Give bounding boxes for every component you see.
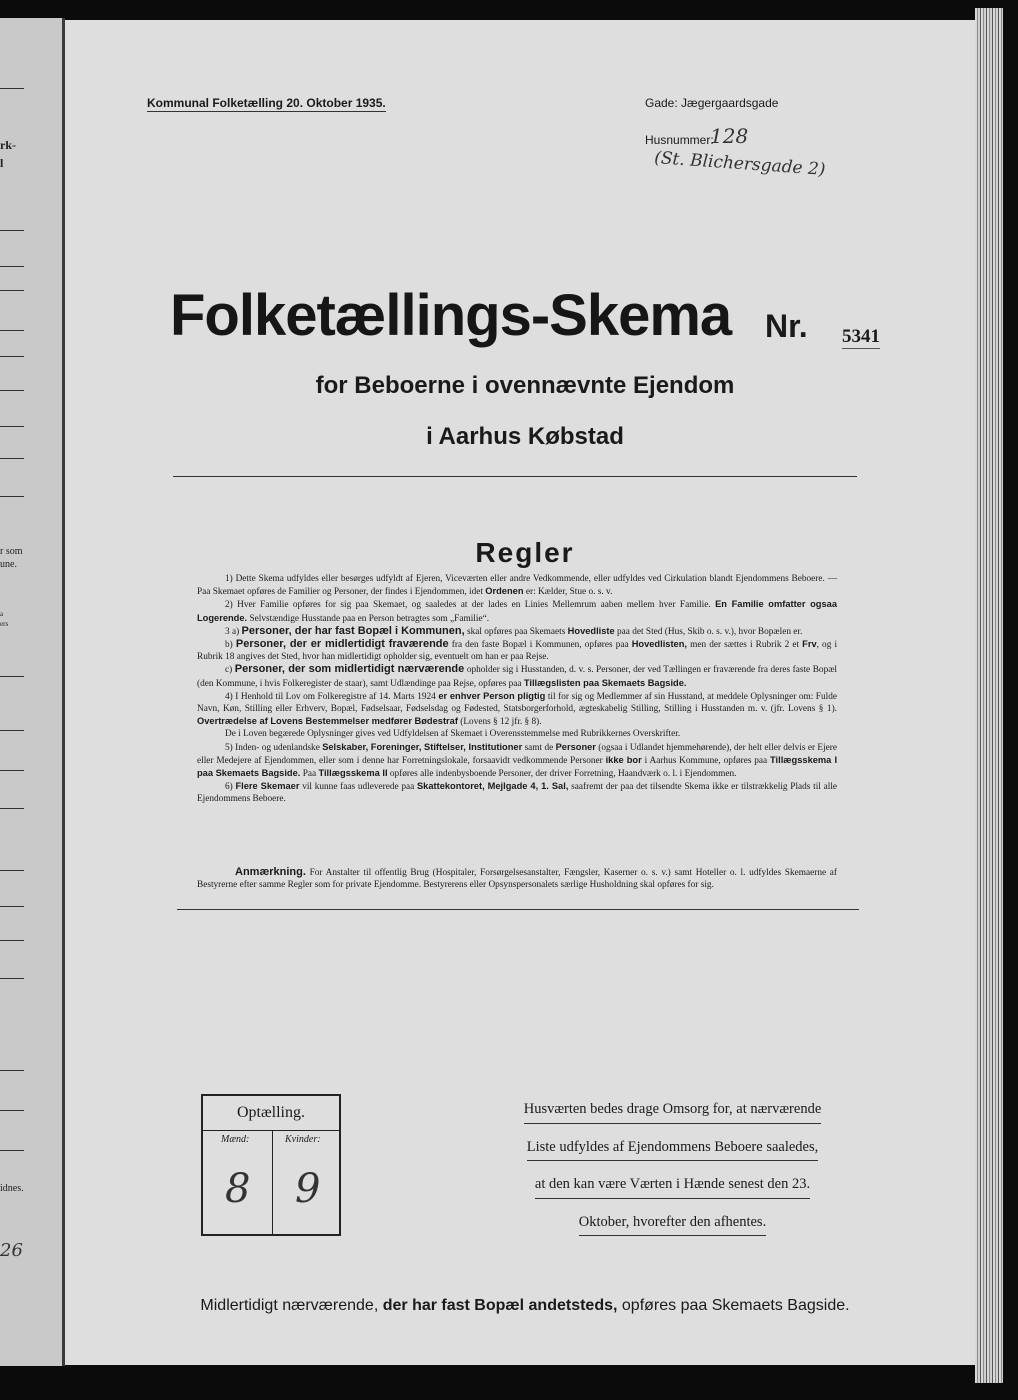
rule-paragraph: 1) Dette Skema udfyldes eller besørges udfyldt af Ejeren, Viceværten eller andre Vedkommende, eller udfyldes ved Cirkulation blandt Ejendommens Beboere. — Paa Skemaet opføres de Familier og Personer, der findes i Ejendommen, idet Ordenen er: Kælder, Stue o. s. v.	[197, 574, 837, 598]
left-page-fragment: r som	[0, 546, 23, 557]
left-page-fragment: ers	[0, 620, 9, 628]
divider	[177, 909, 859, 910]
footer-instruction: Midlertidigt nærværende, der har fast Bopæl andetsteds, opføres paa Skemaets Bagside.	[200, 1297, 850, 1314]
house-number-value: 128	[710, 124, 749, 148]
divider	[0, 770, 24, 771]
left-page-fragment: a	[0, 610, 4, 618]
divider	[0, 730, 24, 731]
census-form-page	[65, 20, 975, 1365]
left-page-fragment: une.	[0, 559, 17, 570]
form-number-label: Nr.	[765, 308, 808, 344]
rule-paragraph: b) Personer, der er midlertidigt fraværende fra den faste Bopæl i Kommunen, opføres paa Hovedlisten, men der sættes i Rubrik 2 et Frv, og i Rubrik 18 angives det Sted, hvor han midlertidigt opholder sig, eventuelt om han er paa Rejse.	[197, 638, 838, 663]
count-box	[201, 1094, 341, 1236]
form-title: Folketællings-Skema	[170, 283, 732, 348]
left-facing-page	[0, 18, 62, 1366]
count-divider	[272, 1130, 273, 1236]
rules-text	[197, 573, 837, 806]
annotation-text: For Anstalter til offentlig Brug (Hospitaler, Forsørgelsesanstalter, Fængsler, Kaserner o. s. v.) samt Hoteller o. l. udfyldes Skemaerne af Bestyrerne efter samme Regler som for private Ejendomme. Bestyrerens eller Opsynspersonalets særlige Husholdning skal opføres for sig.	[197, 868, 837, 891]
left-page-fragment: l	[0, 156, 4, 170]
form-number-value: 5341	[842, 326, 880, 347]
rules-heading: Regler	[475, 537, 575, 568]
men-label: Mænd:	[221, 1134, 250, 1145]
divider	[0, 1150, 24, 1151]
street-label: Gade:	[645, 96, 678, 110]
form-subtitle: i Aarhus Købstad	[426, 423, 624, 450]
street-value: Jægergaardsgade	[681, 96, 779, 110]
rule-paragraph: De i Loven begærede Oplysninger gives ved Udfyldelsen af Skemaet i Overensstemmelse med Rubrikkernes Overskrifter.	[225, 729, 681, 740]
divider	[0, 676, 24, 677]
count-heading: Optælling.	[203, 1096, 339, 1131]
women-label: Kvinder:	[285, 1134, 321, 1145]
rule-paragraph: 5) Inden- og udenlandske Selskaber, Foreninger, Stiftelser, Institutioner samt de Personer (ogsaa i Udlandet hjemmehørende), der helt eller delvis er Ejere eller Medejere af Ejendommen, eller som i denne har Forretningslokale, forsaavidt vedkommende Personer ikke bor i Aarhus Kommune, opføres paa Tillægsskema I paa Skemaets Bagside. Paa Tillægsskema II opføres alle indenbysboende Personer, der driver Forretning, Haandværk o. l. i Ejendommen.	[197, 741, 838, 780]
rule-paragraph: c) Personer, der som midlertidigt nærværende opholder sig i Husstanden, d. v. s. Personer, der ved Tællingen er fraværende fra deres faste Bopæl (den Kommune, i hvis Folkeregister de staar), samt Udlændinge paa Rejse, opføres paa Tillægslisten paa Skemaets Bagside.	[197, 663, 838, 689]
notice-line: Liste udfyldes af Ejendommens Beboere saaledes,	[527, 1136, 819, 1162]
rule-paragraph: 3 a) Personer, der har fast Bopæl i Kommunen, skal opføres paa Skemaets Hovedliste paa det Sted (Hus, Skib o. s. v.), hvor Bopælen er.	[225, 624, 803, 637]
divider	[0, 88, 24, 89]
census-header: Kommunal Folketælling 20. Oktober 1935.	[147, 96, 386, 110]
divider	[0, 1070, 24, 1071]
notice-line: Husværten bedes drage Omsorg for, at nærværende	[524, 1098, 822, 1124]
divider	[0, 230, 24, 231]
rule-paragraph: 6) Flere Skemaer vil kunne faas udleverede paa Skattekontoret, Mejlgade 4, 1. Sal, saafremt der paa det tilsendte Skema ikke er tilstrækkelig Plads til alle Ejendommens Beboere.	[197, 781, 838, 805]
divider	[0, 290, 24, 291]
men-count: 8	[225, 1166, 251, 1212]
notice-line: Oktober, hvorefter den afhentes.	[579, 1211, 766, 1237]
left-page-fragment: idnes.	[0, 1183, 24, 1194]
rule-paragraph: 2) Hver Familie opføres for sig paa Skemaet, og saaledes at der lades en Linies Mellemrum aaben mellem hver Familie. En Familie omfatter ogsaa Logerende. Selvstændige Husstande paa en Person betragtes som „Familie“.	[197, 599, 837, 624]
house-number-label: Husnummer:	[645, 133, 714, 147]
left-page-fragment: rk-	[0, 138, 16, 152]
divider	[0, 330, 24, 331]
annotation-label: Anmærkning.	[235, 866, 306, 878]
divider	[0, 496, 24, 497]
divider	[0, 940, 24, 941]
book-page-edges	[975, 8, 1003, 1383]
annotation-note	[197, 866, 837, 891]
landlord-notice	[505, 1098, 840, 1248]
divider	[0, 266, 24, 267]
house-number-note: (St. Blichersgade 2)	[653, 148, 827, 180]
form-subtitle: for Beboerne i ovennævnte Ejendom	[315, 372, 735, 399]
divider	[0, 1110, 24, 1111]
divider	[0, 426, 24, 427]
divider	[0, 978, 24, 979]
notice-line: at den kan være Værten i Hænde senest den 23.	[535, 1173, 810, 1199]
street-field	[645, 96, 778, 110]
divider	[173, 476, 857, 477]
divider	[0, 390, 24, 391]
divider	[0, 870, 24, 871]
divider	[0, 906, 24, 907]
left-page-handwriting: 26	[0, 1240, 23, 1261]
divider	[0, 356, 24, 357]
women-count: 9	[295, 1166, 321, 1212]
rule-paragraph: 4) I Henhold til Lov om Folkeregistre af 14. Marts 1924 er enhver Person pligtig til for sig og Medlemmer af sin Husstand, at meddele Oplysninger om: Fulde Navn, Køn, Stilling eller Erhverv, Bopæl, Fødselsaar, Fødselsdag og Fødested, Statsborgerforhold, ægteskabelig Stilling, Stilling i Husstanden m. v. (jfr. Lovens § 1). Overtrædelse af Lovens Bestemmelser medfører Bødestraf (Lovens § 12 jfr. § 8).	[197, 690, 837, 728]
divider	[0, 458, 24, 459]
divider	[0, 808, 24, 809]
